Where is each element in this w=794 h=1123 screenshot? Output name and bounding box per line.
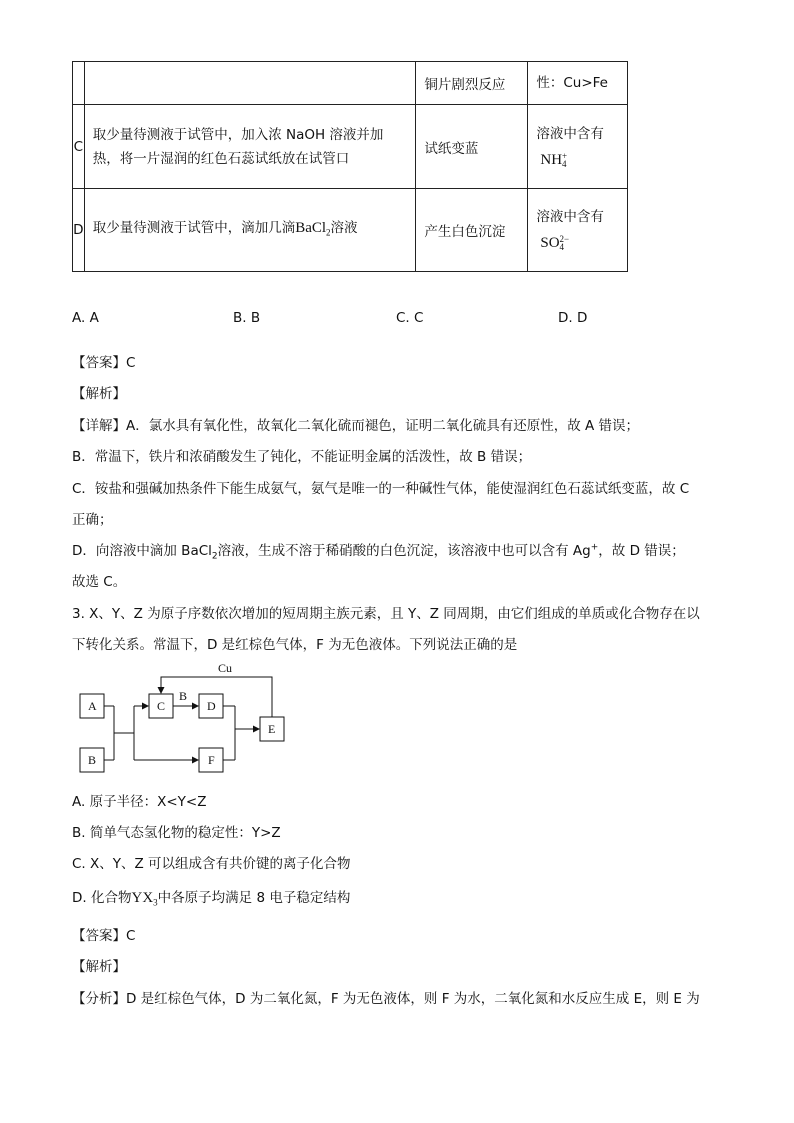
detail-a: 【详解】A．氯水具有氧化性，故氧化二氧化硫而褪色，证明二氧化硫具有还原性，故 A 错误；	[72, 418, 640, 434]
choice-a: A. A	[72, 310, 99, 326]
option-cell	[73, 62, 85, 105]
conclusion-line: 溶液中含有	[536, 125, 604, 142]
ion-formula: SO 2− 4	[540, 234, 570, 252]
option-cell: C	[73, 105, 85, 189]
node-b-label: B	[88, 753, 97, 767]
choice-b: B. B	[233, 310, 261, 326]
cu-label: Cu	[218, 661, 233, 675]
conclusion-cell	[528, 105, 628, 189]
node-a-label: A	[88, 699, 97, 713]
q3-option-a: A. 原子半径：X<Y<Z	[72, 794, 207, 810]
analysis-label: 【解析】	[72, 959, 126, 975]
q3-option-c: C. X、Y、Z 可以组成含有共价键的离子化合物	[72, 856, 351, 872]
description-cell	[84, 62, 416, 105]
detail-label: 【详解】	[72, 418, 126, 434]
description-cell: 取少量待测液于试管中，滴加几滴BaCl$_2$溶液	[84, 189, 416, 272]
node-c-label: C	[157, 699, 166, 713]
answer-value: C	[126, 928, 136, 944]
phenomenon-cell: 产生白色沉淀	[416, 189, 528, 272]
fenxi-label: 【分析】	[72, 991, 126, 1007]
q3-option-b: B. 简单气态氢化物的稳定性：Y>Z	[72, 825, 281, 841]
detail-b: B．常温下，铁片和浓硝酸发生了钝化，不能证明金属的活泼性，故 B 错误；	[72, 449, 532, 465]
conclusion-cell: 性：Cu>Fe	[528, 62, 628, 105]
detail-c-cont: 正确；	[72, 512, 113, 528]
conclusion-line: 故选 C。	[72, 574, 127, 590]
node-d-label: D	[207, 699, 216, 713]
phenomenon-cell: 铜片剧烈反应	[416, 62, 528, 105]
answer-value: C	[126, 355, 136, 371]
question-3-line: 3. X、Y、Z 为原子序数依次增加的短周期主族元素，且 Y、Z 同周期，由它们组成的单质或化合物存在以	[72, 606, 700, 622]
answer-label: 【答案】	[72, 355, 126, 371]
analysis-label: 【解析】	[72, 386, 126, 402]
description-cell	[84, 105, 416, 189]
table-row	[73, 105, 628, 189]
answer-line	[72, 351, 135, 371]
choice-d: D. D	[558, 310, 588, 326]
phenomenon-cell: 试纸变蓝	[416, 105, 528, 189]
question-3-line: 下转化关系。常温下，D 是红棕色气体，F 为无色液体。下列说法正确的是	[72, 637, 518, 653]
fenxi-line: 【分析】D 是红棕色气体，D 为二氧化氮，F 为无色液体，则 F 为水，二氧化氮和水反应生成 E，则 E 为	[72, 991, 700, 1007]
table-row	[73, 62, 628, 105]
answer-label: 【答案】	[72, 928, 126, 944]
conclusion-cell	[528, 189, 628, 272]
table-row	[73, 189, 628, 272]
node-f-label: F	[208, 753, 215, 767]
q3-option-d: D. 化合物$YX_3$中各原子均满足 8 电子稳定结构	[72, 890, 351, 908]
conclusion-line: 溶液中含有	[536, 209, 604, 225]
answer-line	[72, 924, 135, 944]
description-line: 取少量待测液于试管中，加入浓 NaOH 溶液并加	[92, 126, 384, 143]
detail-d: D．向溶液中滴加 BaCl$_2$溶液，生成不溶于稀硝酸的白色沉淀，该溶液中也可以含有 Ag+，故 D 错误；	[72, 542, 685, 562]
node-e-label: E	[268, 722, 276, 736]
choice-c: C. C	[396, 310, 424, 326]
ion-formula: NH + 4	[540, 150, 568, 169]
detail-c: C．铵盐和强碱加热条件下能生成氨气，氨气是唯一的一种碱性气体，能使湿润红色石蕊试纸变蓝，故 C	[72, 481, 690, 497]
reaction-diagram	[72, 655, 302, 777]
description-line: 热，将一片湿润的红色石蕊试纸放在试管口	[92, 150, 350, 167]
reagent-b-label: B	[179, 689, 188, 703]
option-cell: D	[73, 189, 85, 272]
experiment-table	[72, 61, 628, 272]
